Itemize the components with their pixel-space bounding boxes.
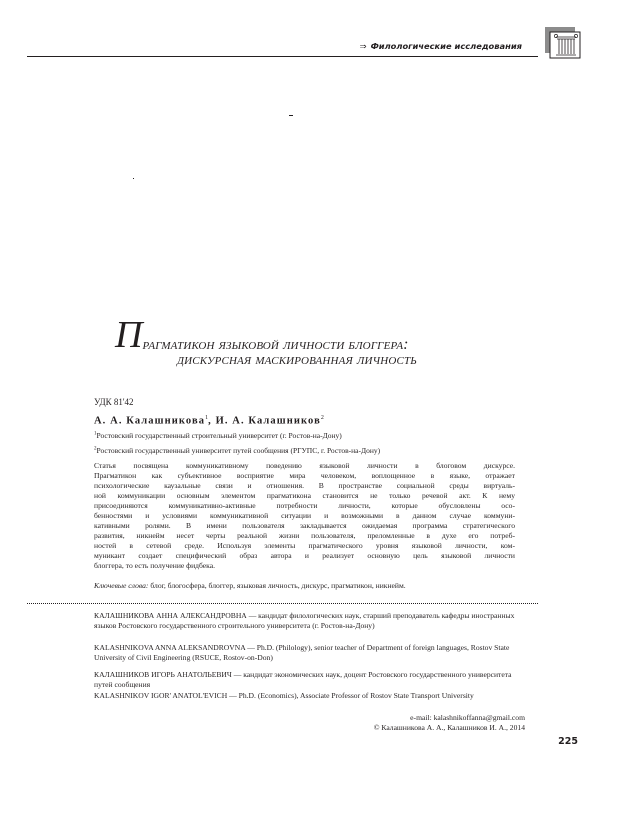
- affiliation-2-mark: 2: [94, 446, 97, 452]
- title-line1: рагматикон языковой личности блоггера:: [142, 336, 409, 353]
- affiliation-1: [94, 431, 342, 440]
- author-bio-en-1: KALASHNIKOVA ANNA ALEKSANDROVNA — Ph.D. (Philology), senior teacher of Department of foreign languages, Rostov State University of Civil Engineering (RSUCE, Rostov-on-Don): [94, 643, 510, 662]
- stray-dot: [133, 178, 134, 179]
- author-2: И. А. Калашников: [215, 415, 321, 427]
- stray-dash: [289, 115, 293, 116]
- keywords: [94, 581, 524, 590]
- abstract-line: ностей в сетевой среде. Используя элементы прагматического уровня языковой личности, ком-: [94, 540, 515, 550]
- abstract-line: Статья посвящена коммуникативному поведению языковой личности в блоговом дискурсе.: [94, 461, 515, 470]
- affiliation-1-mark: 1: [94, 431, 97, 437]
- abstract-line: блоггера, то есть получение фидбека.: [94, 560, 216, 570]
- abstract-line: Прагматикон как субъективное восприятие мира человеком, воплощенное в языке, отражает: [94, 470, 515, 480]
- page-number: 225: [558, 736, 578, 747]
- abstract-line: бенностями и условиями коммуникативной ситуации и возможными в данном случае коммуни-: [94, 510, 515, 520]
- running-header: [360, 41, 522, 51]
- arrow-right-icon: ⇒: [359, 41, 367, 51]
- author-bio-en-2: KALASHNIKOV IGOR' ANATOL'EVICH — Ph.D. (Economics), Associate Professor of Rostov State Transport University: [94, 691, 474, 700]
- author-2-mark: 2: [320, 415, 324, 421]
- title-line2: дискурсная маскированная личность: [177, 351, 417, 368]
- abstract-line: психологические каузальные связи и отношения. В пространстве социальной среды виртуаль-: [94, 480, 515, 490]
- abstract-line: кативными ролями. В имени пользователя закладывается ожидаемая программа стратегического: [94, 520, 515, 530]
- authors-line: [94, 415, 324, 427]
- section-title: Филологические исследования: [370, 41, 522, 51]
- header-rule: [27, 56, 538, 57]
- author-bio-ru-1: КАЛАШНИКОВА АННА АЛЕКСАНДРОВНА — кандидат филологических наук, старший преподаватель кафедры иностранных языков Ростовского государственного строительного университета (г. Ростов-на-Дону): [94, 611, 515, 630]
- column-logo-icon: [542, 24, 586, 64]
- keywords-label: Ключевые слова:: [94, 581, 149, 590]
- author-1: А. А. Калашникова: [94, 415, 206, 427]
- abstract-line: ной коммуникации основным элементом прагматикона становится не только речевой акт. К нему: [94, 490, 515, 500]
- title-initial: П: [115, 314, 143, 356]
- abstract-line: муникант создает специфический образ автора и реализует основную цель языковой личности: [94, 550, 515, 560]
- author-separator: ,: [208, 415, 216, 427]
- abstract-line: развития, никнейм несет черты реальной жизни пользователя, преломленные в духе его потреб-: [94, 530, 515, 540]
- keywords-text: блог, блогосфера, блоггер, языковая личность, дискурс, прагматикон, никнейм.: [148, 581, 406, 590]
- affiliation-1-text: Ростовский государственный строительный университет (г. Ростов-на-Дону): [96, 431, 342, 440]
- affiliation-2: [94, 446, 380, 455]
- dotted-divider: [27, 603, 538, 604]
- author-1-mark: 1: [205, 415, 209, 421]
- affiliation-2-text: Ростовский государственный университет путей сообщения (РГУПС, г. Ростов-на-Дону): [96, 446, 381, 455]
- copyright: © Калашникова А. А., Калашников И. А., 2014: [373, 723, 525, 732]
- abstract: [94, 461, 515, 570]
- author-bio-ru-2: КАЛАШНИКОВ ИГОРЬ АНАТОЛЬЕВИЧ — кандидат экономических наук, доцент Ростовского государственного университета путей сообщения: [94, 670, 512, 689]
- contact-email: e-mail: kalashnikoffanna@gmail.com: [410, 713, 525, 722]
- udc-code: УДК 81'42: [94, 397, 134, 407]
- abstract-line: присоединяются коммуникативно-активные потребности личности, которые обусловлены осо-: [94, 500, 515, 510]
